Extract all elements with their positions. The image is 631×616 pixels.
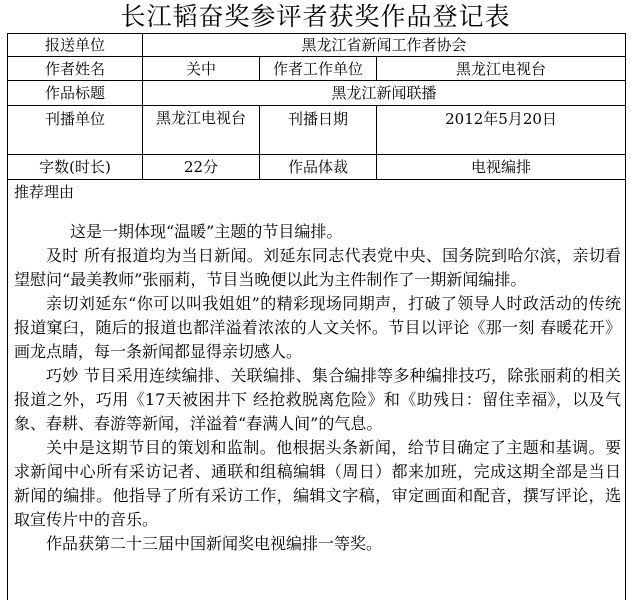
- reason-paragraph: 关中是这期节目的策划和监制。他根据头条新闻，给节目确定了主题和基调。要求新闻中心所有采访记者、通联和组稿编辑（周日）都来加班，完成这期全部是当日新闻的编排。他指导了所有采访工作，编辑文字稿，审定画面和配音，撰写评论，选取宣传片中的音乐。: [14, 438, 622, 529]
- work-title-label: 作品标题: [8, 81, 143, 106]
- row-broadcast: [8, 106, 626, 155]
- reason-paragraph: 这是一期体现“温暖”主题的节目编排。: [70, 222, 343, 241]
- form-title: 长江韬奋奖参评者获奖作品登记表: [120, 2, 511, 31]
- author-name-value: 关中: [143, 57, 260, 81]
- submitting-unit-value: 黑龙江省新闻工作者协会: [143, 34, 626, 57]
- broadcast-unit-value: 黑龙江电视台: [143, 106, 260, 155]
- reason-paragraph: 巧妙 节目采用连续编排、关联编排、集合编排等多种编排技巧，除张丽莉的相关报道之外，巧用《17天被困井下 经抢救脱离危险》和《助残日：留住幸福》，以及气象、春耕、春游等新闻，洋溢着“春满人间”的气息。: [14, 366, 622, 433]
- recommendation-reason: [8, 180, 626, 601]
- reason-paragraph: 及时 所有报道均为当日新闻。刘延东同志代表党中央、国务院到哈尔滨，亲切看望慰问“最美教师”张丽莉，节目当晚便以此为主件制作了一期新闻编排。: [14, 246, 622, 289]
- row-author: [8, 57, 626, 81]
- reason-label: 推荐理由: [14, 183, 75, 201]
- genre-value: 电视编排: [377, 155, 626, 180]
- row-length-genre: [8, 155, 626, 180]
- reason-paragraph: 亲切刘延东“你可以叫我姐姐”的精彩现场同期声，打破了领导人时政活动的传统报道窠臼，随后的报道也都洋溢着浓浓的人文关怀。节目以评论《那一刻 春暖花开》画龙点睛，每一条新闻都显得亲切感人。: [14, 294, 622, 361]
- length-label: 字数(时长): [8, 155, 143, 180]
- submitting-unit-label: 报送单位: [8, 34, 143, 57]
- row-work-title: [8, 81, 626, 106]
- row-reason: [8, 180, 626, 601]
- reason-paragraph: 作品获第二十三届中国新闻奖电视编排一等奖。: [46, 534, 383, 553]
- broadcast-date-value: 2012年5月20日: [377, 106, 626, 155]
- broadcast-date-label: 刊播日期: [260, 106, 377, 155]
- length-value: 22分: [143, 155, 260, 180]
- broadcast-unit-label: 刊播单位: [8, 106, 143, 155]
- author-unit-label: 作者工作单位: [260, 57, 377, 81]
- author-name-label: 作者姓名: [8, 57, 143, 81]
- genre-label: 作品体裁: [260, 155, 377, 180]
- row-submitting-unit: [8, 34, 626, 57]
- author-unit-value: 黑龙江电视台: [377, 57, 626, 81]
- work-title-value: 黑龙江新闻联播: [143, 81, 626, 106]
- registration-form: [7, 33, 626, 600]
- reason-text: [14, 220, 621, 556]
